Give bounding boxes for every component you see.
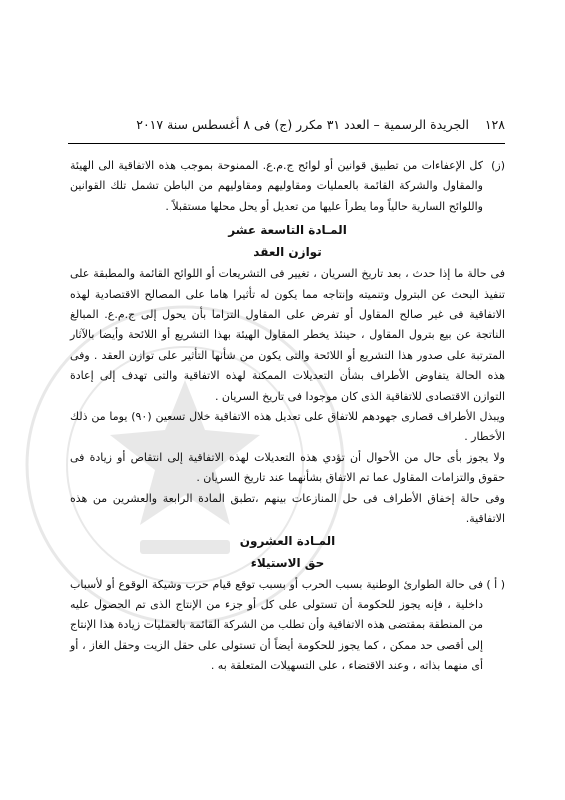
article-19-subtitle: توازن العقد <box>253 245 322 260</box>
clause-text: فى حالة الطوارئ الوطنية بسبب الحرب أو بسبب توقع قيام حرب وشيكة الوقوع أو لأسباب داخلية ، فإنه يجوز للحكومة أن تستولى على كل أو جزء من الإنتاج الذى تم الحصول عليه من المنطقة بمقتضى هذه الاتفاقية وأن تطلب من الشركة القائمة بالعمليات زيادة هذا الإنتاج إلى أقصى حد ممكن ، كما يجوز للحكومة أيضاً أن تستولى على حقل الزيت وحقل الغاز ، أو أى منهما بذاته ، وعند الاقتضاء ، على التسهيلات المتعلقة به . <box>69 577 483 673</box>
header-title: الجريدة الرسمية – العدد ٣١ مكرر (ج) فى ٨ أغسطس سنة ٢٠١٧ <box>136 117 469 132</box>
article-20-title: المـادة العشرون <box>239 533 336 548</box>
clause-text: كل الإعفاءات من تطبيق قوانين أو لوائح ج.م.ع. الممنوحة بموجب هذه الاتفاقية الى الهيئة والمقاول والشركة القائمة بالعمليات ومقاوليهم ومقاوليهم من الباطن تشمل تلك القوانين واللوائح السارية حالياً وما يطرأ عليها من تعديل أو يحل محلها مستقبلاً . <box>70 159 483 213</box>
clause-marker: ( أ ) <box>486 577 505 591</box>
document-body <box>70 156 505 677</box>
article-19-paragraph: ولا يجوز بأى حال من الأحوال أن تؤدي هذه التعديلات لهذه الاتفاقية إلى انتقاص أو زيادة فى حقوق والتزامات المقاول عما تم الاتفاق بشأنهما عند تاريخ السريان . <box>70 450 505 485</box>
article-19-title: المـادة التاسعة عشر <box>228 223 347 238</box>
clause-marker: (ز) <box>491 159 505 172</box>
clause-z <box>70 156 505 217</box>
article-19-paragraph: وفى حالة إخفاق الأطراف فى حل المنازعات بينهم ،تطبق المادة الرابعة والعشرين من هذه الاتفاقية. <box>70 491 505 526</box>
article-20-subtitle: حق الاستيلاء <box>250 555 325 570</box>
clause-a <box>70 575 505 677</box>
article-19-paragraph: ويبذل الأطراف قصارى جهودهم للاتفاق على تعديل هذه الاتفاقية خلال تسعين (٩٠) يوما من ذلك الأخطار . <box>70 410 505 444</box>
article-19-paragraph: فى حالة ما إذا حدث ، بعد تاريخ السريان ، تغيير فى التشريعات أو اللوائح القائمة والمطبقة على تنفيذ البحث عن البترول وتنميته وإنتاجه مما يكون له تأثيرا هاما على المصالح الاقتصادية لهذه الاتفاقية فى غير صالح المقاول أو تفرض على المقاول التزاما بأن يحول إلى ج.م.ع. المبالغ الناتجة عن بيع بترول المقاول ، حينئذ يخطر المقاول الهيئة بهذا التشريع أو اللائحة وأيضا بالآثار المترتبة على صدور هذا التشريع أو اللائحة والتى يكون من شأنها التأثير على توازن العقد . وفى هذه الحالة يتفاوض الأطراف بشأن التعديلات الممكنة لهذه الاتفاقية والتى تهدف إلى إعادة التوازن الاقتصادى للاتفاقية الذى كان موجودا فى تاريخ السريان . <box>70 267 505 403</box>
page-number: ١٢٨ <box>484 117 505 132</box>
header-rule <box>68 143 505 144</box>
page-header <box>70 116 505 134</box>
